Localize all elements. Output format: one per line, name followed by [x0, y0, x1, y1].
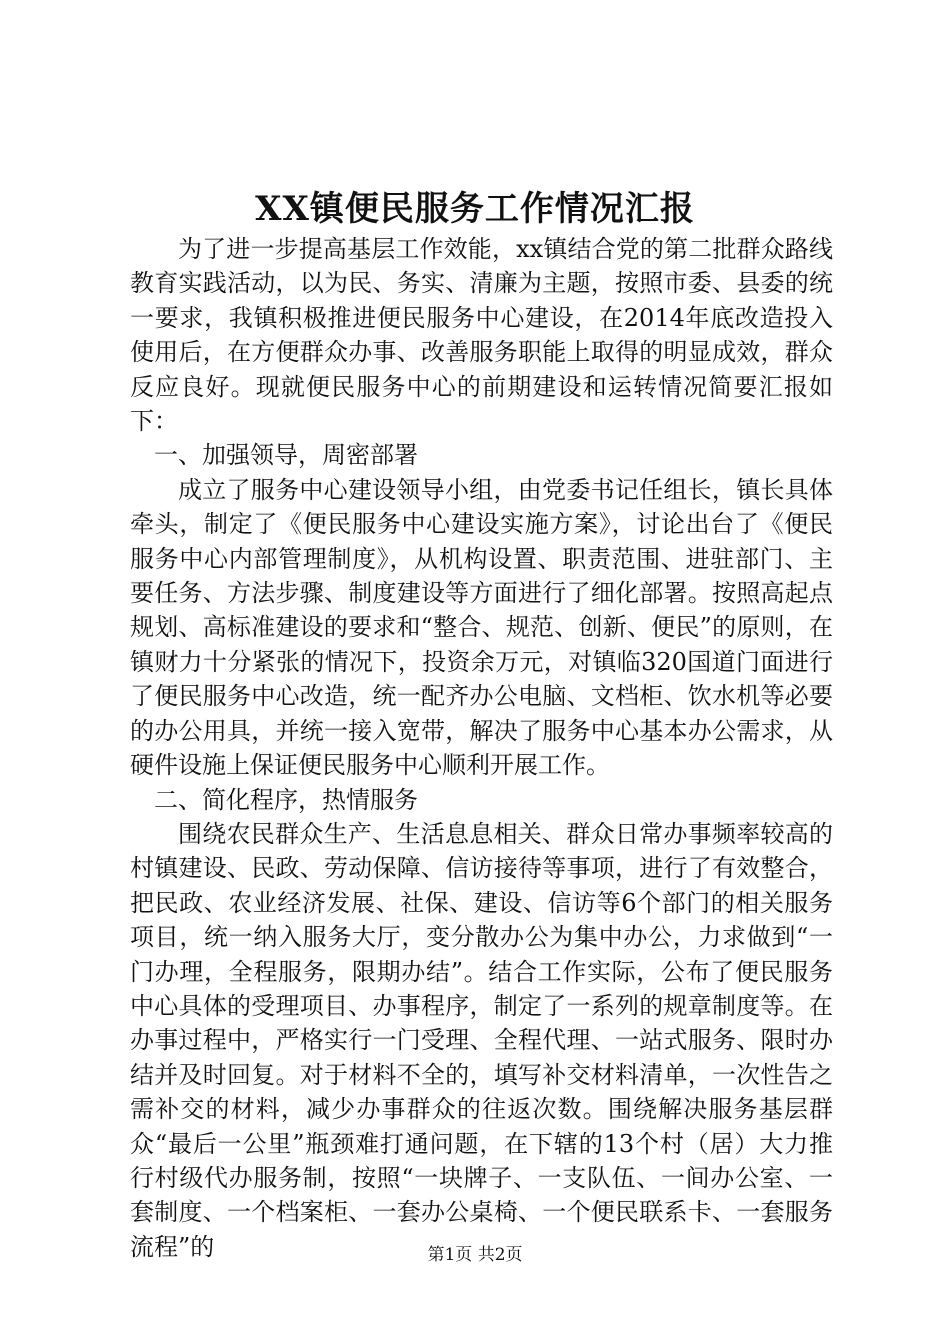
document-title: XX镇便民服务工作情况汇报: [255, 189, 695, 229]
intro-paragraph: 为了进一步提高基层工作效能，xx镇结合党的第二批群众路线教育实践活动，以为民、务实、清廉为主题，按照市委、县委的统一要求，我镇积极推进便民服务中心建设，在2014年底改造投入使用后，在方便群众办事、改善服务职能上取得的明显成效，群众反应良好。现就便民服务中心的前期建设和运转情况简要汇报如下：: [130, 235, 833, 436]
section-2-paragraph: 围绕农民群众生产、生活息息相关、群众日常办事频率较高的村镇建设、民政、劳动保障、信访接待等事项，进行了有效整合，把民政、农业经济发展、社保、建设、信访等6个部门的相关服务项目，统一纳入服务大厅，变分散办公为集中办公，力求做到“一门办理，全程服务，限期办结”。结合工作实际，公布了便民服务中心具体的受理项目、办事程序，制定了一系列的规章制度等。在办事过程中，严格实行一门受理、全程代理、一站式服务、限时办结并及时回复。对于材料不全的，填写补交材料清单，一次性告之需补交的材料，减少办事群众的往返次数。围绕解决服务基层群众“最后一公里”瓶颈难打通问题，在下辖的13个村（居）大力推行村级代办服务制，按照“一块牌子、一支队伍、一间办公室、一套制度、一个档案柜、一套办公桌椅、一个便民联系卡、一套服务流程”的: [130, 819, 833, 1261]
section-heading-1: 一、加强领导，周密部署: [154, 441, 418, 470]
section-heading-2: 二、简化程序，热情服务: [154, 785, 418, 814]
page-footer: 第1页 共2页: [427, 1245, 523, 1265]
document-body: [130, 232, 833, 1264]
section-1-paragraph: 成立了服务中心建设领导小组，由党委书记任组长，镇长具体牵头，制定了《便民服务中心建设实施方案》，讨论出台了《便民服务中心内部管理制度》，从机构设置、职责范围、进驻部门、主要任务、方法步骤、制度建设等方面进行了细化部署。按照高起点规划、高标准建设的要求和“整合、规范、创新、便民”的原则，在镇财力十分紧张的情况下，投资余万元，对镇临320国道门面进行了便民服务中心改造，统一配齐办公电脑、文档柜、饮水机等必要的办公用具，并统一接入宽带，解决了服务中心基本办公需求，从硬件设施上保证便民服务中心顺利开展工作。: [130, 475, 833, 780]
